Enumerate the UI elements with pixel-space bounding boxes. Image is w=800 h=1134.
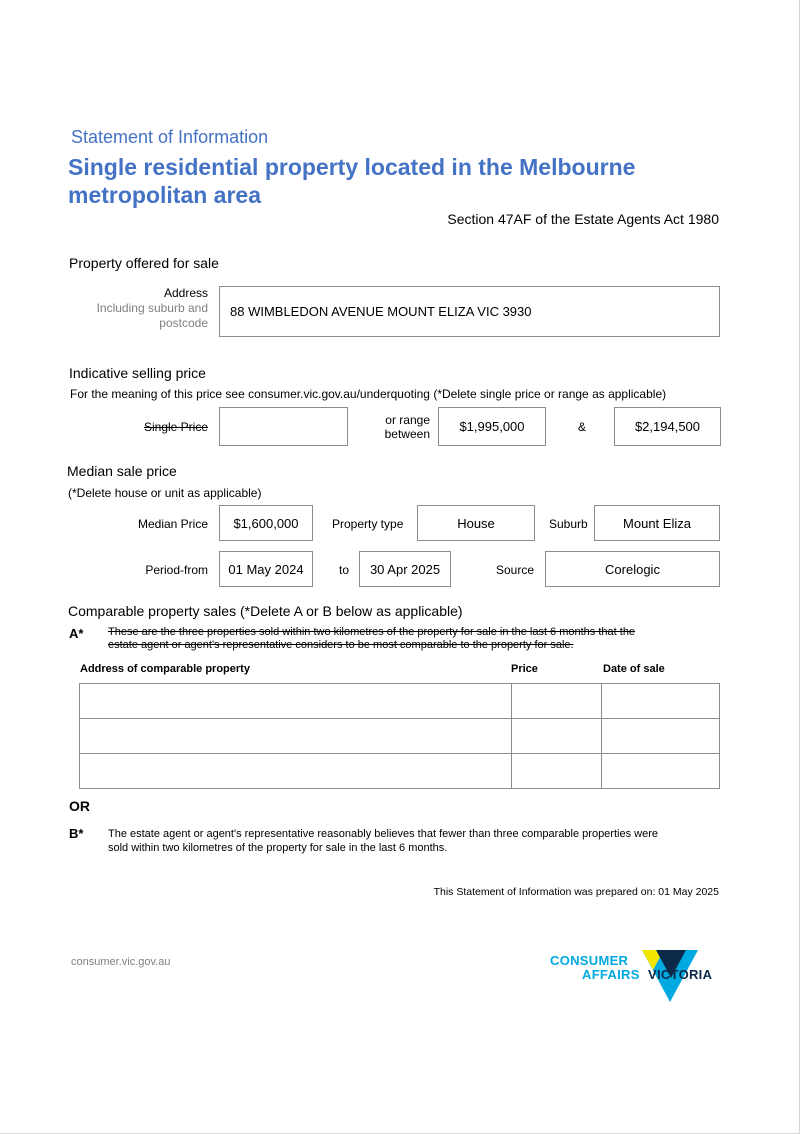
address-label-sub1: Including suburb and xyxy=(96,301,208,315)
page-title-line1: Single residential property located in the Melbourne xyxy=(68,154,636,180)
prepared-date: This Statement of Information was prepared on: 01 May 2025 xyxy=(433,886,719,898)
comparable-table xyxy=(79,683,720,789)
median-heading: Median sale price xyxy=(67,463,177,479)
range-low-field[interactable]: $1,995,000 xyxy=(438,407,546,446)
median-note: (*Delete house or unit as applicable) xyxy=(68,486,262,500)
range-ampersand: & xyxy=(578,420,587,434)
property-heading: Property offered for sale xyxy=(69,255,219,271)
comparable-date-cell[interactable] xyxy=(602,684,720,719)
comparable-address-cell[interactable] xyxy=(80,754,512,789)
range-label-line1: or range xyxy=(385,413,430,427)
option-a-text xyxy=(108,626,635,652)
table-row xyxy=(80,754,720,789)
option-a-line1: These are the three properties sold within two kilometres of the property for sale in the last 6 months that the xyxy=(108,626,636,638)
period-from-field[interactable]: 01 May 2024 xyxy=(219,551,313,587)
table-row xyxy=(80,719,720,754)
table-row xyxy=(80,684,720,719)
indicative-heading: Indicative selling price xyxy=(69,365,206,381)
col-header-address: Address of comparable property xyxy=(80,663,250,675)
range-high-field[interactable]: $2,194,500 xyxy=(614,407,721,446)
period-from-label: Period-from xyxy=(145,563,208,577)
address-label xyxy=(80,286,208,331)
comparable-price-cell[interactable] xyxy=(512,754,602,789)
comparable-heading: Comparable property sales (*Delete A or B below as applicable) xyxy=(68,603,463,619)
option-b-line2: sold within two kilometres of the property for sale in the last 6 months. xyxy=(108,842,448,854)
col-header-price: Price xyxy=(511,663,538,675)
median-price-field[interactable]: $1,600,000 xyxy=(219,505,313,541)
comparable-address-cell[interactable] xyxy=(80,684,512,719)
or-divider: OR xyxy=(69,798,90,814)
option-b-marker: B* xyxy=(69,826,84,841)
option-a-marker: A* xyxy=(69,626,84,641)
document-type: Statement of Information xyxy=(71,127,269,147)
option-b-line1: The estate agent or agent's representative reasonably believes that fewer than three comparable properties were xyxy=(108,828,658,840)
single-price-field[interactable] xyxy=(219,407,348,446)
range-label xyxy=(366,413,430,441)
suburb-label: Suburb xyxy=(549,517,588,531)
period-to-label: to xyxy=(339,563,350,577)
page-title-line2: metropolitan area xyxy=(68,182,261,208)
source-label: Source xyxy=(496,563,535,577)
logo-consumer: CONSUMER xyxy=(550,953,629,968)
address-label-main: Address xyxy=(163,286,208,300)
property-type-label: Property type xyxy=(332,517,404,531)
indicative-note: For the meaning of this price see consumer.vic.gov.au/underquoting (*Delete single price or range as applicable) xyxy=(70,387,667,401)
suburb-field[interactable]: Mount Eliza xyxy=(594,505,720,541)
consumer-affairs-logo xyxy=(548,948,724,1004)
option-b-text xyxy=(108,827,658,855)
single-price-label: Single Price xyxy=(143,420,208,434)
page-title xyxy=(68,153,635,209)
property-type-field[interactable]: House xyxy=(417,505,535,541)
source-field[interactable]: Corelogic xyxy=(545,551,720,587)
comparable-price-cell[interactable] xyxy=(512,684,602,719)
range-label-line2: between xyxy=(384,427,430,441)
comparable-address-cell[interactable] xyxy=(80,719,512,754)
col-header-date: Date of sale xyxy=(603,663,665,675)
footer-url[interactable]: consumer.vic.gov.au xyxy=(71,956,171,968)
period-to-field[interactable]: 30 Apr 2025 xyxy=(359,551,451,587)
logo-victoria: VICTORIA xyxy=(648,967,713,982)
comparable-price-cell[interactable] xyxy=(512,719,602,754)
act-reference: Section 47AF of the Estate Agents Act 1980 xyxy=(447,211,719,227)
comparable-date-cell[interactable] xyxy=(602,719,720,754)
address-field[interactable]: 88 WIMBLEDON AVENUE MOUNT ELIZA VIC 3930 xyxy=(219,286,720,337)
address-label-sub2: postcode xyxy=(159,316,208,330)
median-price-label: Median Price xyxy=(137,517,208,531)
logo-affairs: AFFAIRS xyxy=(582,967,640,982)
comparable-date-cell[interactable] xyxy=(602,754,720,789)
option-a-line2: estate agent or agent's representative considers to be most comparable to the property for sale. xyxy=(108,639,574,651)
